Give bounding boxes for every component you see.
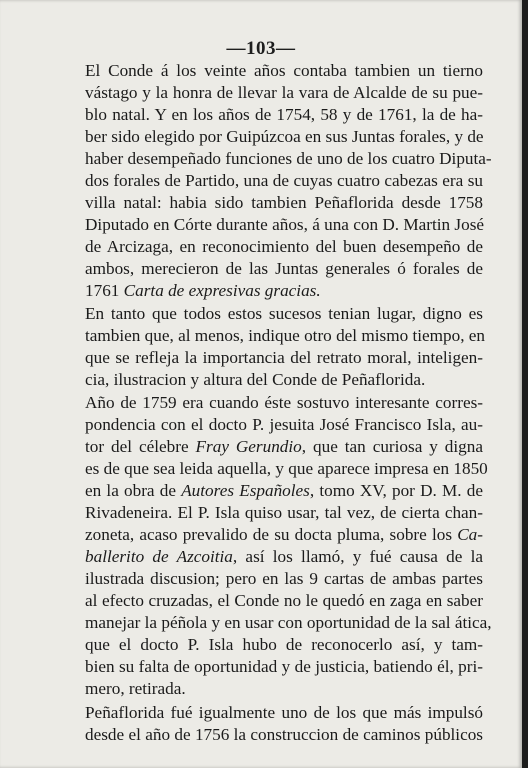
text-line: que el docto P. Isla hubo de reconocerlo así, y tam- <box>85 635 483 654</box>
text-line: pondencia con el docto P. jesuita José Francisco Isla, au- <box>85 415 483 434</box>
text-line: ber sido elegido por Guipúzcoa en sus Juntas forales, y de <box>85 127 484 146</box>
italic-title: Carta de expresivas gracias. <box>123 281 321 300</box>
text-line: Rivadeneira. El P. Isla quiso usar, tal vez, de cierta chan- <box>85 503 483 522</box>
text-line: que se refleja la importancia del retrato moral, inteligen- <box>85 348 483 367</box>
text-line: tambien que, al menos, indique otro del mismo tiempo, en <box>85 326 486 345</box>
text-line: manejar la péñola y en usar con oportunidad de la sal ática, <box>85 613 492 632</box>
text-line <box>85 280 483 302</box>
text-line: mero, retirada. <box>85 679 186 698</box>
text-line <box>85 546 483 568</box>
text-line: dos forales de Partido, una de cuyas cuatro cabezas era su <box>85 171 483 190</box>
text-fragment: zoneta, acaso prevalido de su docta pluma, sobre los <box>85 525 458 544</box>
text-line: villa natal: habia sido tambien Peñaflorida desde 1758 <box>85 193 483 212</box>
text-line: desde el año de 1756 la construccion de caminos públicos <box>85 725 483 744</box>
text-line: al efecto cruzadas, el Conde no le quedó en zaga en saber <box>85 591 483 610</box>
italic-title: Fray Gerundio <box>195 437 302 456</box>
text-line <box>85 524 483 546</box>
italic-title: Ca- <box>457 525 483 544</box>
text-fragment: tor del célebre <box>85 437 196 456</box>
text-line: En tanto que todos estos sucesos tenian lugar, digno es <box>85 304 483 323</box>
text-line: cia, ilustracion y altura del Conde de Peñaflorida. <box>85 370 426 389</box>
text-fragment: , que tan curiosa y digna <box>301 437 483 456</box>
text-line <box>85 480 483 502</box>
text-line: bien su falta de oportunidad y de justicia, batiendo él, pri- <box>85 657 483 676</box>
text-line: es de que sea leida aquella, y que aparece impresa en 1850 <box>85 459 488 478</box>
text-line <box>85 436 483 458</box>
text-line: haber desempeñado funciones de uno de los cuatro Diputa- <box>85 149 492 168</box>
text-line: Diputado en Córte durante años, á una con D. Martin José <box>85 215 485 234</box>
text-line: Año de 1759 era cuando éste sostuvo interesante corres- <box>85 393 483 412</box>
text-line: vástago y la honra de llevar la vara de Alcalde de su pue- <box>85 83 483 102</box>
text-fragment: en la obra de <box>85 481 182 500</box>
text-line: ambos, merecieron de las Juntas generales ó forales de <box>85 259 483 278</box>
text-line: El Conde á los veinte años contaba tambien un tierno <box>85 61 483 80</box>
text-fragment: 1761 <box>85 281 124 300</box>
text-fragment: , así los llamó, y fué causa de la <box>232 547 483 566</box>
text-line: blo natal. Y en los años de 1754, 58 y de 1761, la de ha- <box>85 105 483 124</box>
text-line: Peñaflorida fué igualmente uno de los que más impulsó <box>85 703 483 722</box>
text-line: de Arcizaga, en reconocimiento del buen desempeño de <box>85 237 483 256</box>
text-fragment: , tomo XV, por D. M. de <box>309 481 484 500</box>
italic-title: ballerito de Azcoitia <box>85 547 233 566</box>
page-number: —103— <box>226 38 296 59</box>
italic-title: Autores Españoles <box>181 481 310 500</box>
text-line: ilustrada discusion; pero en las 9 cartas de ambas partes <box>85 569 483 588</box>
